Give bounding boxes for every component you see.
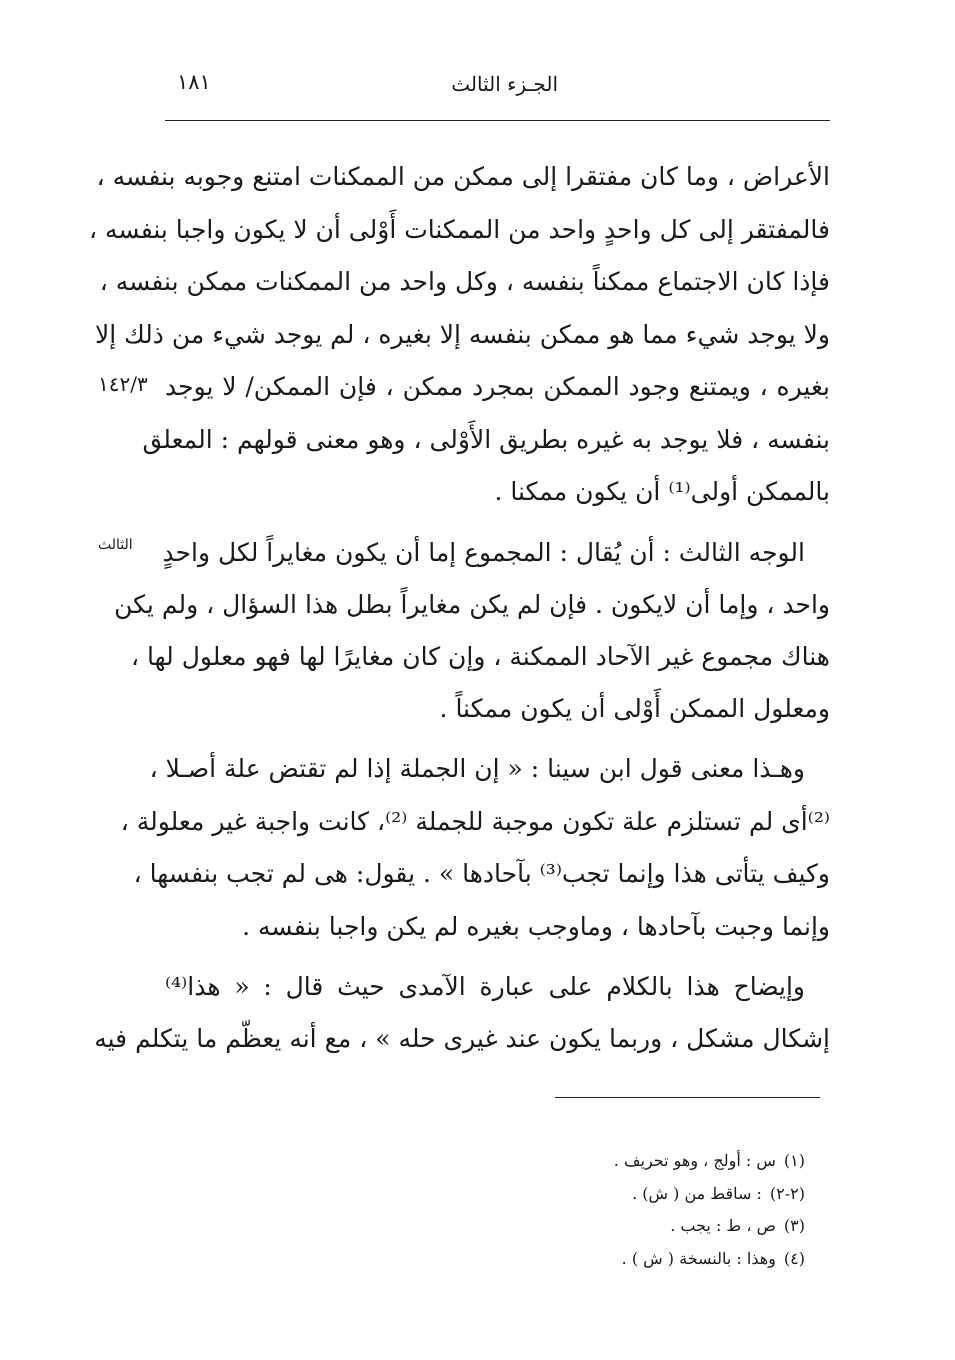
footnote-number: (٤) (783, 1249, 805, 1268)
footnote-number: (٢-٢) (769, 1184, 805, 1203)
header-rule (165, 120, 830, 121)
footnote-rule (555, 1097, 820, 1098)
margin-section-label: الثالث (98, 537, 133, 553)
footnote-text: وهذا : بالنسخة ( ش ) . (621, 1249, 776, 1268)
footnote (560, 1183, 805, 1205)
footnote-text: ص ، ط : يجب . (670, 1216, 776, 1235)
page-header (165, 62, 830, 112)
text-line: وكيف يتأتى هذا وإنما تجب⁽³⁾ بآحادها » . يقول: هى لم تجب بنفسها ، (133, 859, 830, 888)
text-line: فالمفتقر إلى كل واحدٍ واحد من الممكنات أَوْلى أن لا يكون واجبا بنفسه ، (88, 215, 830, 244)
text-line: الأعراض ، وما كان مفتقرا إلى ممكن من الممكنات امتنع وجوبه بنفسه ، (96, 162, 830, 191)
text-line: بنفسه ، فلا يوجد به غيره بطريق الأَوْلى ، وهو معنى قولهم : المعلق (142, 425, 830, 454)
text-line: هناك مجموع غير الآحاد الممكنة ، وإن كان مغايرًا لها فهو معلول لها ، (131, 642, 830, 671)
text-line: وإيضاح هذا بالكلام على عبارة الآمدى حيث قال : « هذا⁽⁴⁾ (165, 972, 805, 1001)
text-line: بغيره ، ويمتنع وجود الممكن بمجرد ممكن ، فإن الممكن/ لا يوجد (165, 372, 830, 401)
text-line: إشكال مشكل ، وربما يكون عند غيرى حله » ، مع أنه يعظّم ما يتكلم فيه (94, 1024, 830, 1053)
page-number: ١٨١ (177, 70, 211, 94)
text-line: واحد ، وإما أن لايكون . فإن لم يكن مغايراً بطل هذا السؤال ، ولم يكن (114, 590, 830, 619)
margin-reference: ١٤٢/٣ (98, 372, 148, 396)
footnote (560, 1215, 805, 1237)
footnote-number: (١) (783, 1151, 805, 1170)
footnote (560, 1150, 805, 1172)
text-line: وإنما وجبت بآحادها ، وماوجب بغيره لم يكن واجبا بنفسه . (242, 912, 830, 941)
text-line: وهـذا معنى قول ابن سينا : « إن الجملة إذا لم تقتض علة أصـلا ، (149, 754, 805, 783)
footnote-text: : ساقط من ( ش) . (632, 1184, 762, 1203)
footnote-number: (٣) (783, 1216, 805, 1235)
text-line: بالممكن أولى⁽¹⁾ أن يكون ممكنا . (494, 477, 830, 506)
text-line: ولا يوجد شيء مما هو ممكن بنفسه إلا بغيره ، لم يوجد شيء من ذلك إلا (94, 320, 830, 349)
running-title: الجـزء الثالث (451, 72, 558, 96)
text-line: الوجه الثالث : أن يُقال : المجموع إما أن يكون مغايراً لكل واحدٍ (162, 538, 805, 567)
footnote-text: س : أولج ، وهو تحريف . (613, 1151, 776, 1170)
footnote (560, 1248, 805, 1270)
text-line: فإذا كان الاجتماع ممكناً بنفسه ، وكل واحد من الممكنات ممكن بنفسه ، (99, 267, 830, 296)
text-line: ومعلول الممكن أَوْلى أن يكون ممكناً . (439, 694, 830, 723)
text-line: ⁽²⁾أى لم تستلزم علة تكون موجبة للجملة ⁽²⁾، كانت واجبة غير معلولة ، (120, 807, 830, 836)
